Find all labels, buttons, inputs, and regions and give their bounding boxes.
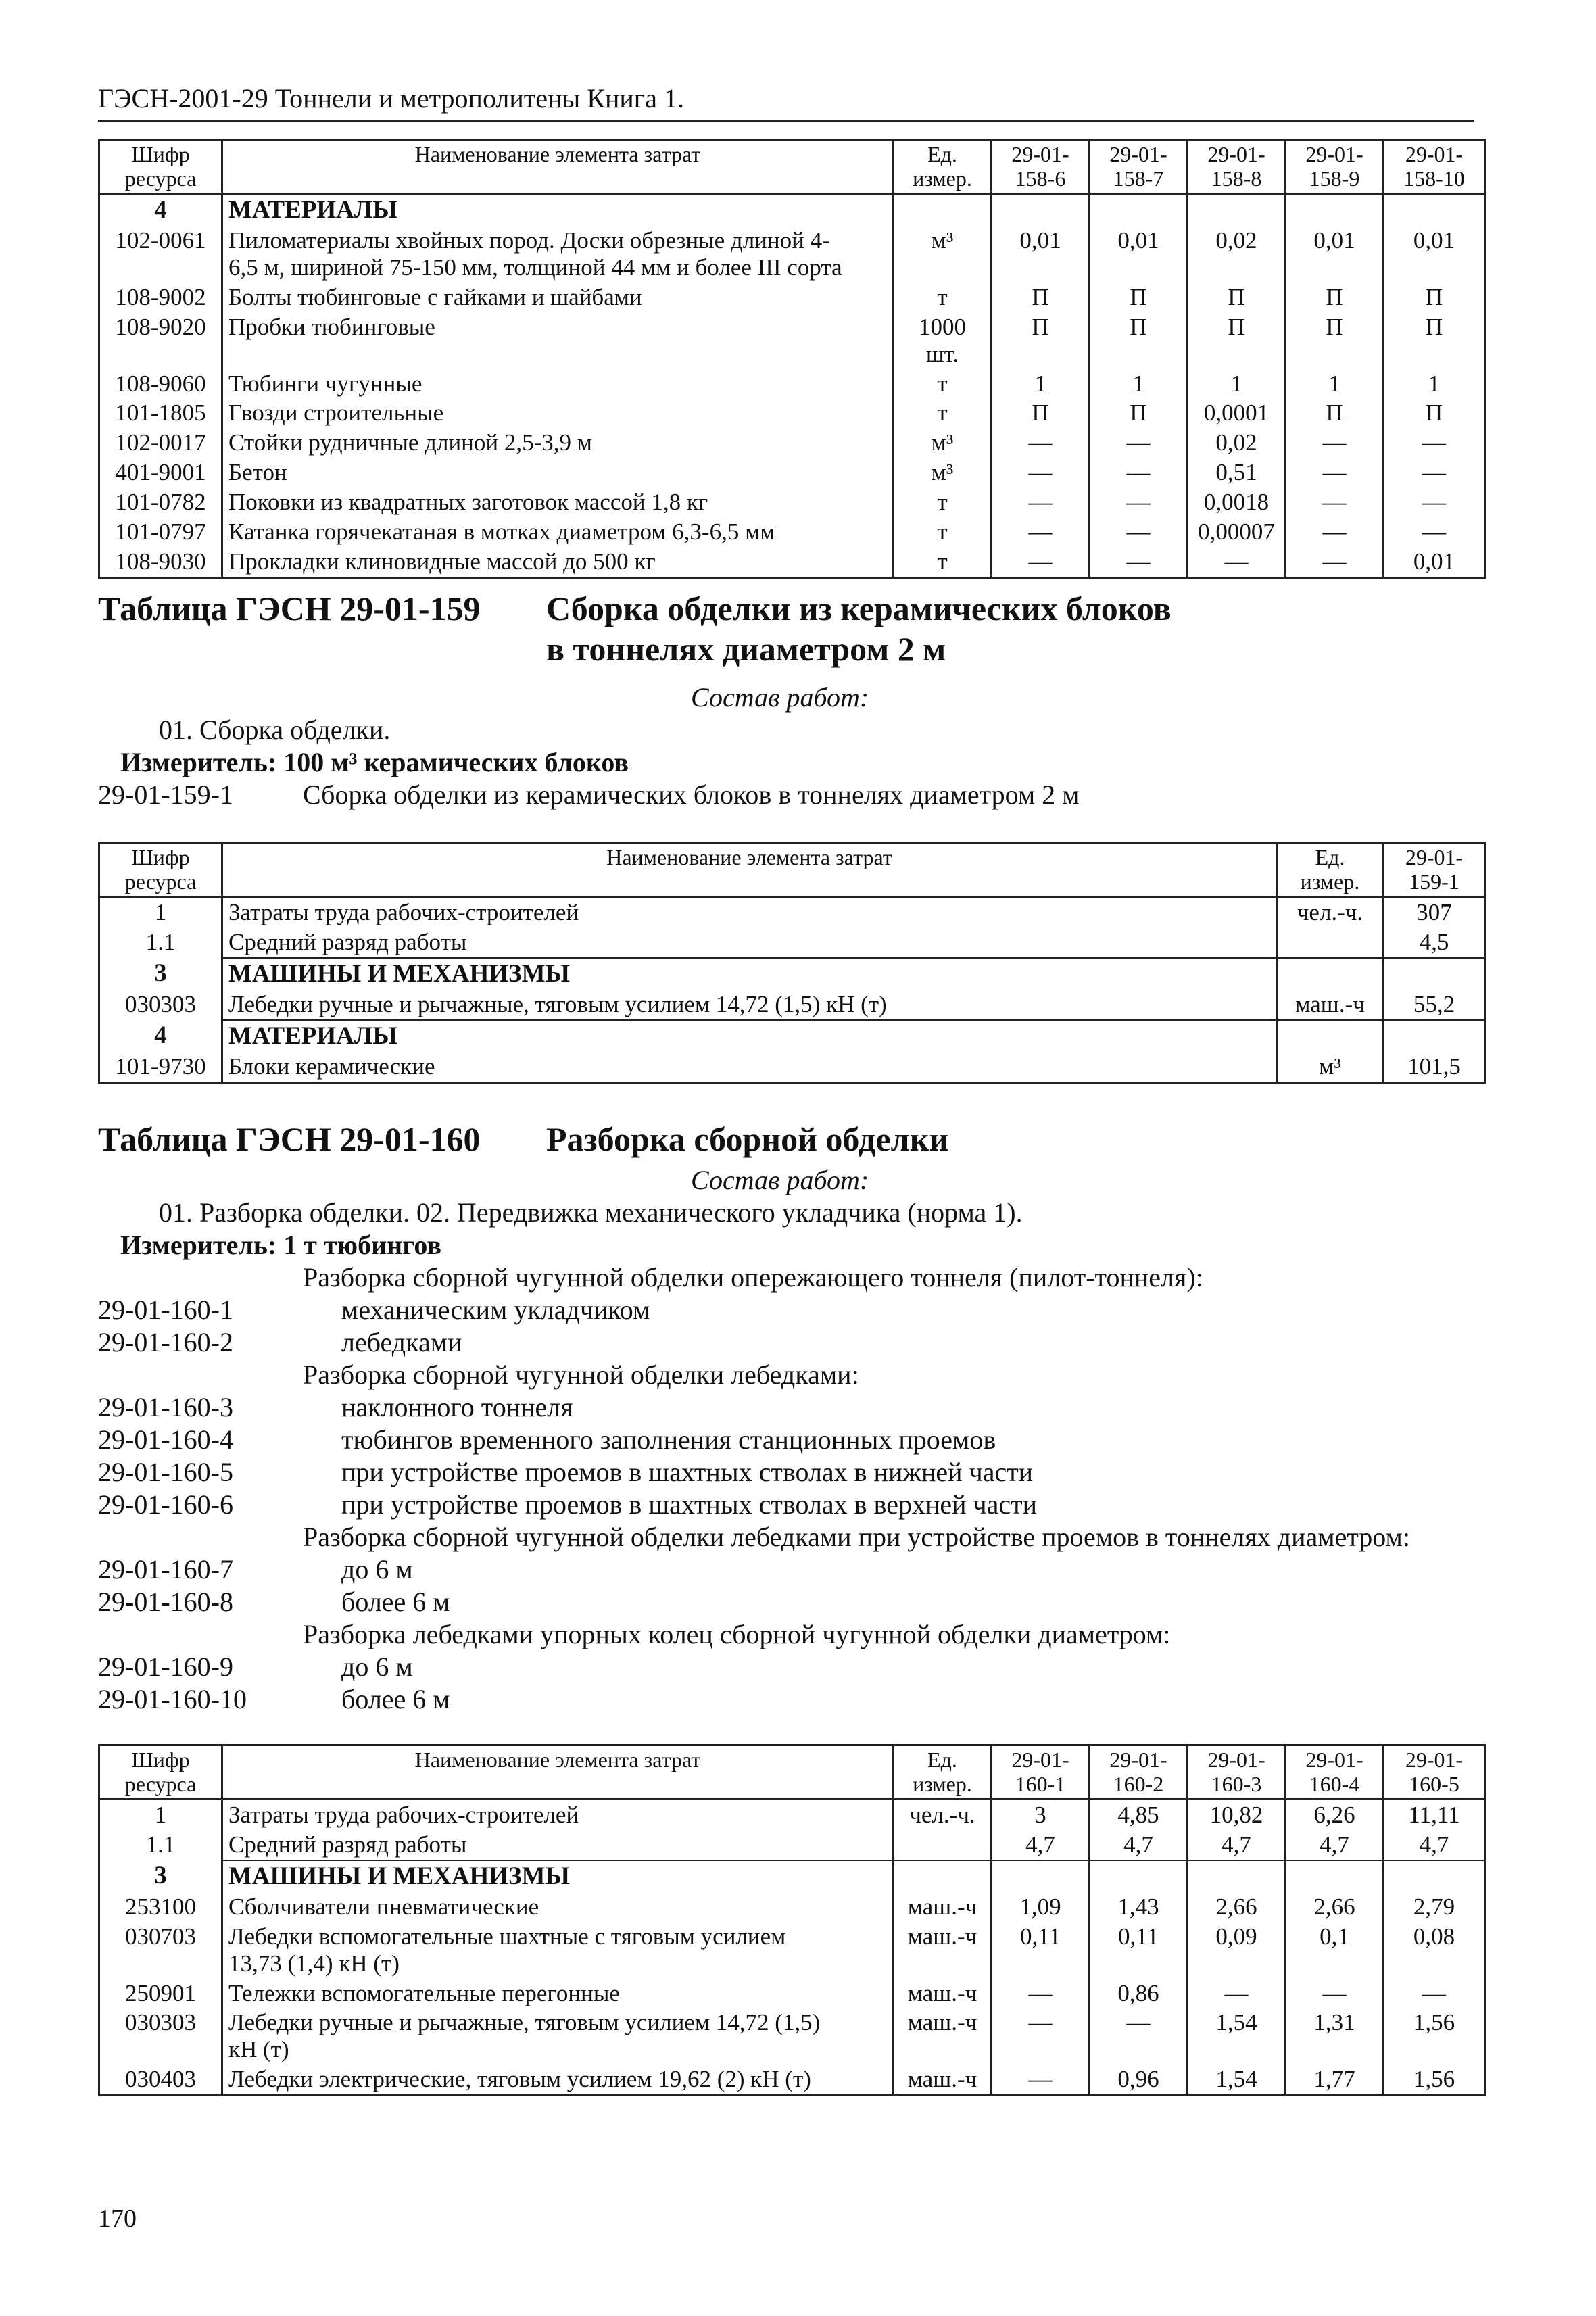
header-col: 29-01- 158-10 [1384,140,1485,194]
header-col: 29-01- 159-1 [1384,843,1485,897]
norm-text: при устройстве проемов в шахтных стволах в верхней части [341,1489,1038,1520]
page-number: 170 [98,2204,137,2233]
norm-text: при устройстве проемов в шахтных стволах в нижней части [341,1457,1034,1487]
table-159-title: Сборка обделки из керамических блоков в тоннелях диаметром 2 м [546,589,1171,668]
header-col: 29-01- 158-9 [1286,140,1384,194]
norm-code: 29-01-160-10 [98,1684,247,1714]
table-row: 1.1 Средний разряд работы 4,5 [99,927,1485,958]
header-col: 29-01- 158-8 [1188,140,1286,194]
norm-code: 29-01-160-3 [98,1392,233,1422]
table-row: 1.1 Средний разряд работы 4,7 4,7 4,7 4,7 4,7 [99,1830,1485,1860]
table-header-row [99,140,1485,194]
meter-text: Измеритель: 100 м³ керамических блоков [120,747,629,777]
table-row: 101-9730 Блоки керамические м³ 101,5 [99,1052,1485,1082]
table-row: 030303 Лебедки ручные и рычажные, тяговым усилием 14,72 (1,5) кН (т) маш.-ч 55,2 [99,990,1485,1020]
composition-label: Состав работ: [691,1165,869,1195]
norm-code: 29-01-160-2 [98,1327,233,1357]
resource-table-160 [98,1744,1486,2096]
composition-text: 01. Разборка обделки. 02. Передвижка механического укладчика (норма 1). [159,1197,1023,1228]
norm-text: механическим укладчиком [341,1295,650,1325]
table-row: 108-9020 Пробки тюбинговые 1000 шт. П П П П П [99,312,1485,369]
resource-table-158 [98,139,1486,579]
norm-text: более 6 м [341,1684,450,1714]
header-unit: Ед. измер. [894,140,992,194]
table-row: 401-9001 Бетон м³ — — 0,51 — — [99,458,1485,487]
table-row: 108-9030 Прокладки клиновидные массой до 500 кг т — — — — 0,01 [99,547,1485,577]
composition-label: Состав работ: [691,682,869,713]
group-heading: Разборка сборной чугунной обделки лебедками при устройстве проемов в тоннелях диаметром: [303,1522,1410,1552]
table-row: 102-0017 Стойки рудничные длиной 2,5-3,9 м м³ — — 0,02 — — [99,428,1485,458]
header-unit: Ед. измер. [1277,843,1384,897]
code-line-text: Сборка обделки из керамических блоков в тоннелях диаметром 2 м [303,779,1080,810]
table-row: 030303 Лебедки ручные и рычажные, тяговым усилием 14,72 (1,5) кН (т) маш.-ч — — 1,54 1,31 1,56 [99,2008,1485,2065]
header-col: 29-01- 160-2 [1090,1745,1188,1800]
norm-code: 29-01-160-9 [98,1651,233,1682]
section-row: 4 МАТЕРИАЛЫ [99,1020,1485,1052]
header-col: 29-01- 160-5 [1384,1745,1485,1800]
norm-code: 29-01-159-1 [98,779,233,810]
composition-text: 01. Сборка обделки. [159,715,391,745]
table-row: 108-9002 Болты тюбинговые с гайками и шайбами т П П П П П [99,283,1485,312]
table-160-label: Таблица ГЭСН 29-01-160 [98,1120,481,1158]
table-row: 108-9060 Тюбинги чугунные т 1 1 1 1 1 [99,369,1485,399]
table-row: 250901 Тележки вспомогательные перегонные маш.-ч — 0,86 — — — [99,1979,1485,2008]
header-name: Наименование элемента затрат [222,843,1277,897]
section-row: 3 МАШИНЫ И МЕХАНИЗМЫ [99,958,1485,990]
table-row: 101-0797 Катанка горячекатаная в мотках диаметром 6,3-6,5 мм т — — 0,00007 — — [99,517,1485,547]
group-heading: Разборка сборной чугунной обделки опережающего тоннеля (пилот-тоннеля): [303,1262,1203,1293]
norm-code: 29-01-160-1 [98,1295,233,1325]
table-header-row [99,1745,1485,1800]
norm-code: 29-01-160-7 [98,1554,233,1585]
norm-text: наклонного тоннеля [341,1392,573,1422]
table-header-row [99,843,1485,897]
header-col: 29-01- 158-7 [1090,140,1188,194]
meter-text: Измеритель: 1 т тюбингов [120,1230,441,1260]
header-col: 29-01- 158-6 [992,140,1090,194]
header-unit: Ед. измер. [894,1745,992,1800]
norm-text: более 6 м [341,1587,450,1617]
table-row: 030403 Лебедки электрические, тяговым усилием 19,62 (2) кН (т) маш.-ч — 0,96 1,54 1,77 1,56 [99,2065,1485,2095]
table-159-label: Таблица ГЭСН 29-01-159 [98,589,481,627]
table-row: 1 Затраты труда рабочих-строителей чел.-ч. 3 4,85 10,82 6,26 11,11 [99,1799,1485,1829]
header-code: Шифр ресурса [99,1745,222,1800]
norm-text: лебедками [341,1327,462,1357]
code-line [98,779,233,811]
norm-code: 29-01-160-5 [98,1457,233,1487]
header-col: 29-01- 160-4 [1286,1745,1384,1800]
running-header: ГЭСН-2001-29 Тоннели и метрополитены Книга 1. [98,82,1474,122]
section-row: 3 МАШИНЫ И МЕХАНИЗМЫ [99,1860,1485,1892]
table-row: 030703 Лебедки вспомогательные шахтные с тяговым усилием 13,73 (1,4) кН (т) маш.-ч 0,11 0,11 0,09 0,1 0,08 [99,1922,1485,1979]
group-heading: Разборка сборной чугунной обделки лебедками: [303,1359,859,1390]
resource-table-159 [98,842,1486,1084]
norm-text: тюбингов временного заполнения станционных проемов [341,1424,996,1455]
table-160-title: Разборка сборной обделки [546,1120,949,1158]
header-name: Наименование элемента затрат [222,140,894,194]
norm-code: 29-01-160-8 [98,1587,233,1617]
header-code: Шифр ресурса [99,140,222,194]
header-col: 29-01- 160-3 [1188,1745,1286,1800]
norm-text: до 6 м [341,1651,413,1682]
table-row: 1 Затраты труда рабочих-строителей чел.-ч. 307 [99,896,1485,927]
table-row: 101-0782 Поковки из квадратных заготовок массой 1,8 кг т — — 0,0018 — — [99,487,1485,517]
norm-code: 29-01-160-4 [98,1424,233,1455]
table-row: 101-1805 Гвозди строительные т П П 0,0001 П П [99,398,1485,428]
table-row: 253100 Сболчиватели пневматические маш.-ч 1,09 1,43 2,66 2,66 2,79 [99,1892,1485,1922]
header-col: 29-01- 160-1 [992,1745,1090,1800]
norm-code: 29-01-160-6 [98,1489,233,1520]
section-row: 4 МАТЕРИАЛЫ [99,193,1485,226]
group-heading: Разборка лебедками упорных колец сборной чугунной обделки диаметром: [303,1619,1171,1649]
norm-text: до 6 м [341,1554,413,1585]
header-code: Шифр ресурса [99,843,222,897]
table-row: 102-0061 Пиломатериалы хвойных пород. Доски обрезные длиной 4- 6,5 м, шириной 75-150 мм, толщиной 44 мм и более III сорта м³ 0,01 0,01 0,02 0,01 0,01 [99,226,1485,283]
header-name: Наименование элемента затрат [222,1745,894,1800]
